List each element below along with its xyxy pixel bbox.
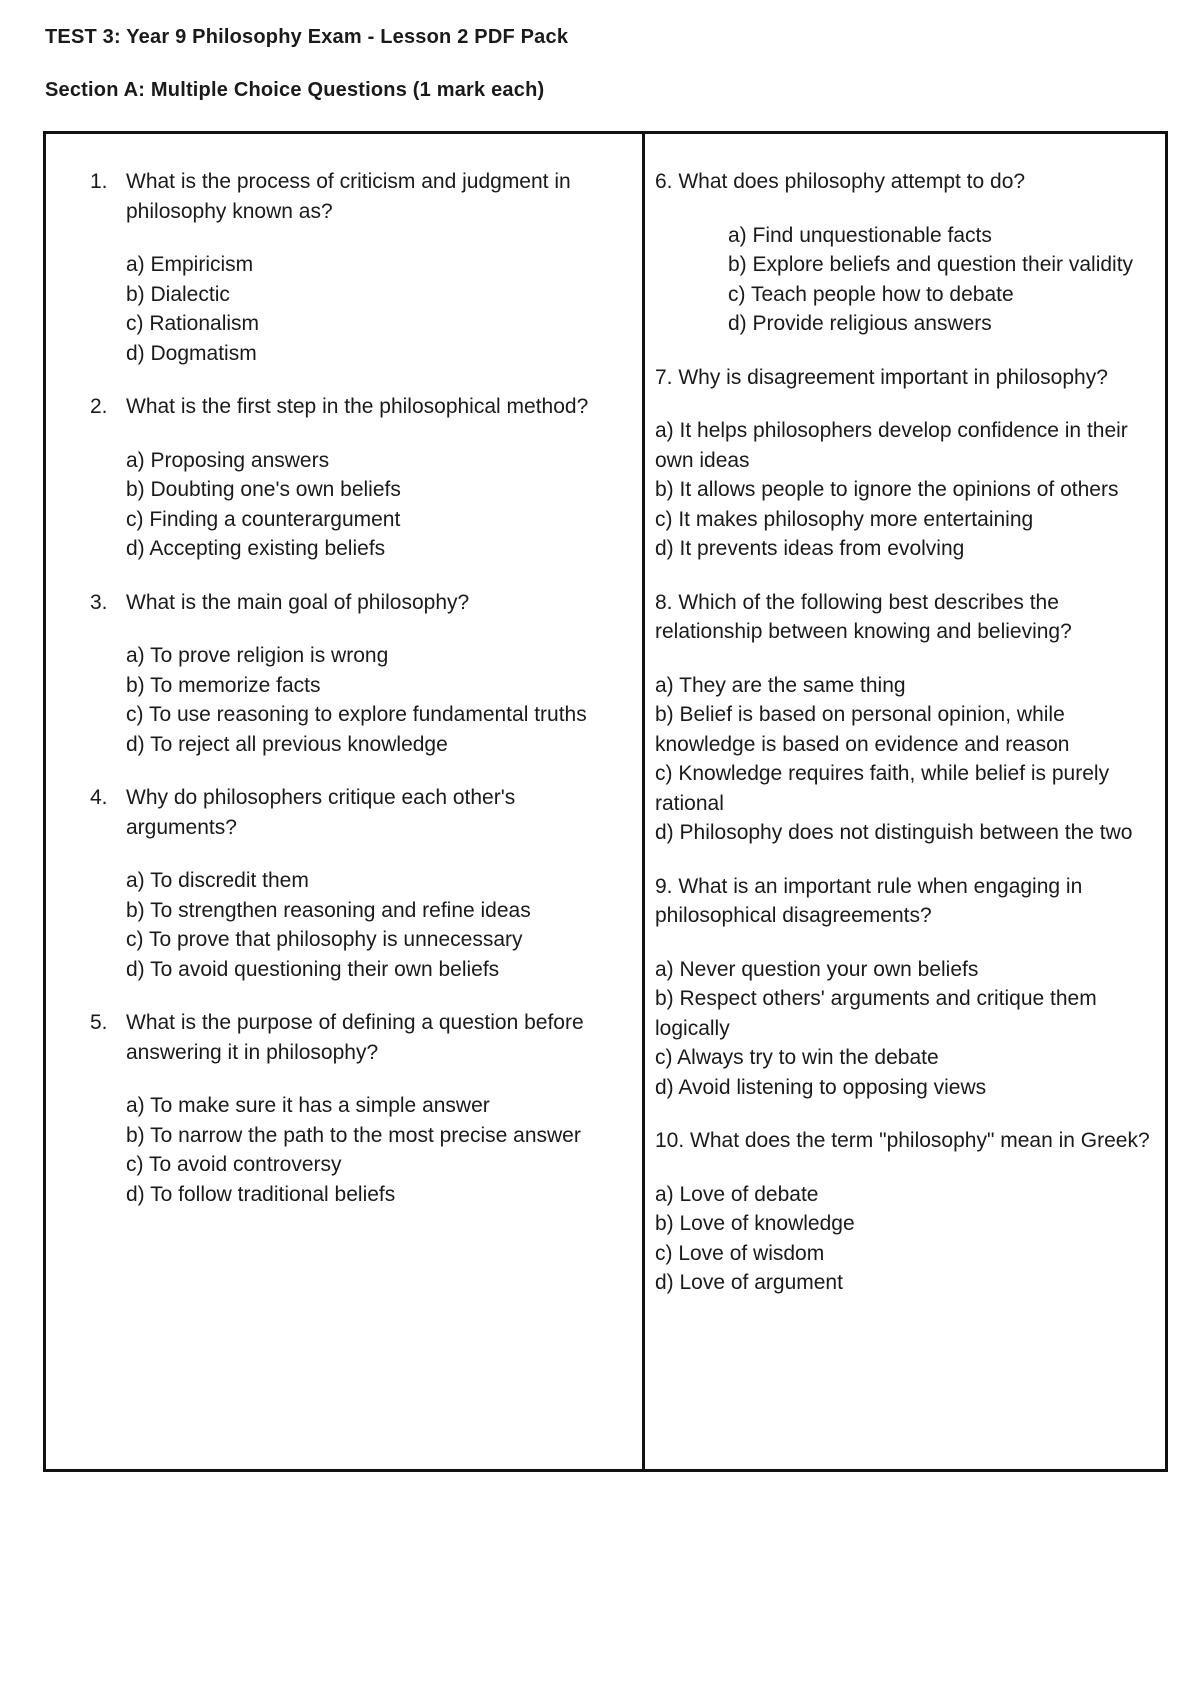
option-b: b) To narrow the path to the most precise answer — [126, 1123, 581, 1147]
question-text: 7. Why is disagreement important in philosophy? — [655, 365, 1108, 389]
answer-options — [126, 641, 622, 759]
option-c: c) To use reasoning to explore fundamental truths — [126, 703, 587, 726]
question-3 — [90, 588, 642, 760]
option-d: d) To follow traditional beliefs — [126, 1182, 396, 1206]
answer-options — [655, 221, 1165, 339]
option-d: d) Provide religious answers — [728, 312, 992, 335]
question-text: 10. What does the term "philosophy" mean in Greek? — [655, 1129, 1150, 1152]
option-a: a) Proposing answers — [126, 448, 330, 472]
question-number: 5. — [90, 1011, 108, 1034]
option-a: a) They are the same thing — [655, 673, 906, 697]
question-number: 2. — [90, 395, 108, 418]
option-c: c) Finding a counterargument — [126, 507, 401, 531]
question-text: What is the first step in the philosophical method? — [126, 395, 589, 418]
answer-options — [655, 671, 1165, 848]
option-b: b) Belief is based on personal opinion, while knowledge is based on evidence and reason — [655, 703, 1070, 756]
option-a: a) It helps philosophers develop confidence in their own ideas — [655, 419, 1128, 472]
answer-options — [655, 416, 1165, 564]
question-number: 4. — [90, 786, 108, 809]
option-a: a) To discredit them — [126, 869, 309, 892]
option-d: d) Dogmatism — [126, 341, 257, 365]
option-a: a) Empiricism — [126, 253, 254, 276]
option-b: b) Respect others' arguments and critique them logically — [655, 987, 1097, 1040]
option-b: b) Love of knowledge — [655, 1212, 855, 1235]
option-c: c) It makes philosophy more entertaining — [655, 507, 1034, 531]
option-a: a) Never question your own beliefs — [655, 957, 979, 981]
question-4 — [90, 783, 642, 984]
question-text: 9. What is an important rule when engaging in philosophical disagreements? — [655, 874, 1083, 927]
question-2 — [90, 392, 642, 564]
option-d: d) To avoid questioning their own beliefs — [126, 957, 500, 981]
question-text: What is the main goal of philosophy? — [126, 590, 470, 614]
option-a: a) To prove religion is wrong — [126, 644, 389, 667]
questions-table — [43, 131, 1168, 1472]
question-5 — [90, 1008, 642, 1209]
option-b: b) To strengthen reasoning and refine ideas — [126, 898, 531, 922]
question-6 — [655, 167, 1165, 339]
option-d: d) Accepting existing beliefs — [126, 537, 386, 560]
question-10 — [655, 1126, 1165, 1298]
question-7 — [655, 363, 1165, 564]
option-d: d) To reject all previous knowledge — [126, 732, 448, 756]
option-a: a) To make sure it has a simple answer — [126, 1094, 490, 1117]
option-a: a) Love of debate — [655, 1182, 819, 1206]
right-column — [645, 134, 1165, 1469]
answer-options — [126, 1091, 622, 1209]
answer-options — [655, 1180, 1165, 1298]
option-d: d) Philosophy does not distinguish between the two — [655, 821, 1133, 844]
question-text: What is the process of criticism and judgment in philosophy known as? — [126, 170, 571, 223]
option-b: b) Dialectic — [126, 282, 230, 306]
option-c: c) Knowledge requires faith, while belief is purely rational — [655, 762, 1110, 815]
question-8 — [655, 588, 1165, 848]
option-c: c) Love of wisdom — [655, 1241, 825, 1265]
left-column — [46, 134, 642, 1469]
question-text: What is the purpose of defining a question before answering it in philosophy? — [126, 1011, 584, 1064]
option-c: c) To avoid controversy — [126, 1153, 342, 1176]
section-heading: Section A: Multiple Choice Questions (1 mark each) — [45, 79, 545, 101]
question-number: 3. — [90, 590, 108, 614]
question-text: Why do philosophers critique each other's arguments? — [126, 786, 516, 839]
page-title: TEST 3: Year 9 Philosophy Exam - Lesson 2 PDF Pack — [45, 26, 569, 48]
answer-options — [126, 250, 622, 368]
answer-options — [126, 446, 622, 564]
question-number: 1. — [90, 170, 108, 193]
option-b: b) Doubting one's own beliefs — [126, 478, 401, 501]
question-1 — [90, 167, 642, 368]
option-d: d) Love of argument — [655, 1271, 843, 1294]
question-text: 8. Which of the following best describes the relationship between knowing and believing? — [655, 590, 1072, 643]
option-c: c) To prove that philosophy is unnecessary — [126, 928, 523, 951]
option-b: b) Explore beliefs and question their validity — [728, 253, 1134, 276]
option-d: d) Avoid listening to opposing views — [655, 1075, 987, 1099]
option-b: b) To memorize facts — [126, 673, 321, 697]
option-c: c) Rationalism — [126, 312, 260, 335]
question-9 — [655, 872, 1165, 1103]
option-a: a) Find unquestionable facts — [728, 223, 992, 247]
answer-options — [126, 866, 622, 984]
option-c: c) Always try to win the debate — [655, 1046, 939, 1069]
option-d: d) It prevents ideas from evolving — [655, 537, 965, 560]
option-b: b) It allows people to ignore the opinions of others — [655, 478, 1119, 501]
option-c: c) Teach people how to debate — [728, 282, 1014, 306]
answer-options — [655, 955, 1165, 1103]
question-text: 6. What does philosophy attempt to do? — [655, 170, 1026, 193]
